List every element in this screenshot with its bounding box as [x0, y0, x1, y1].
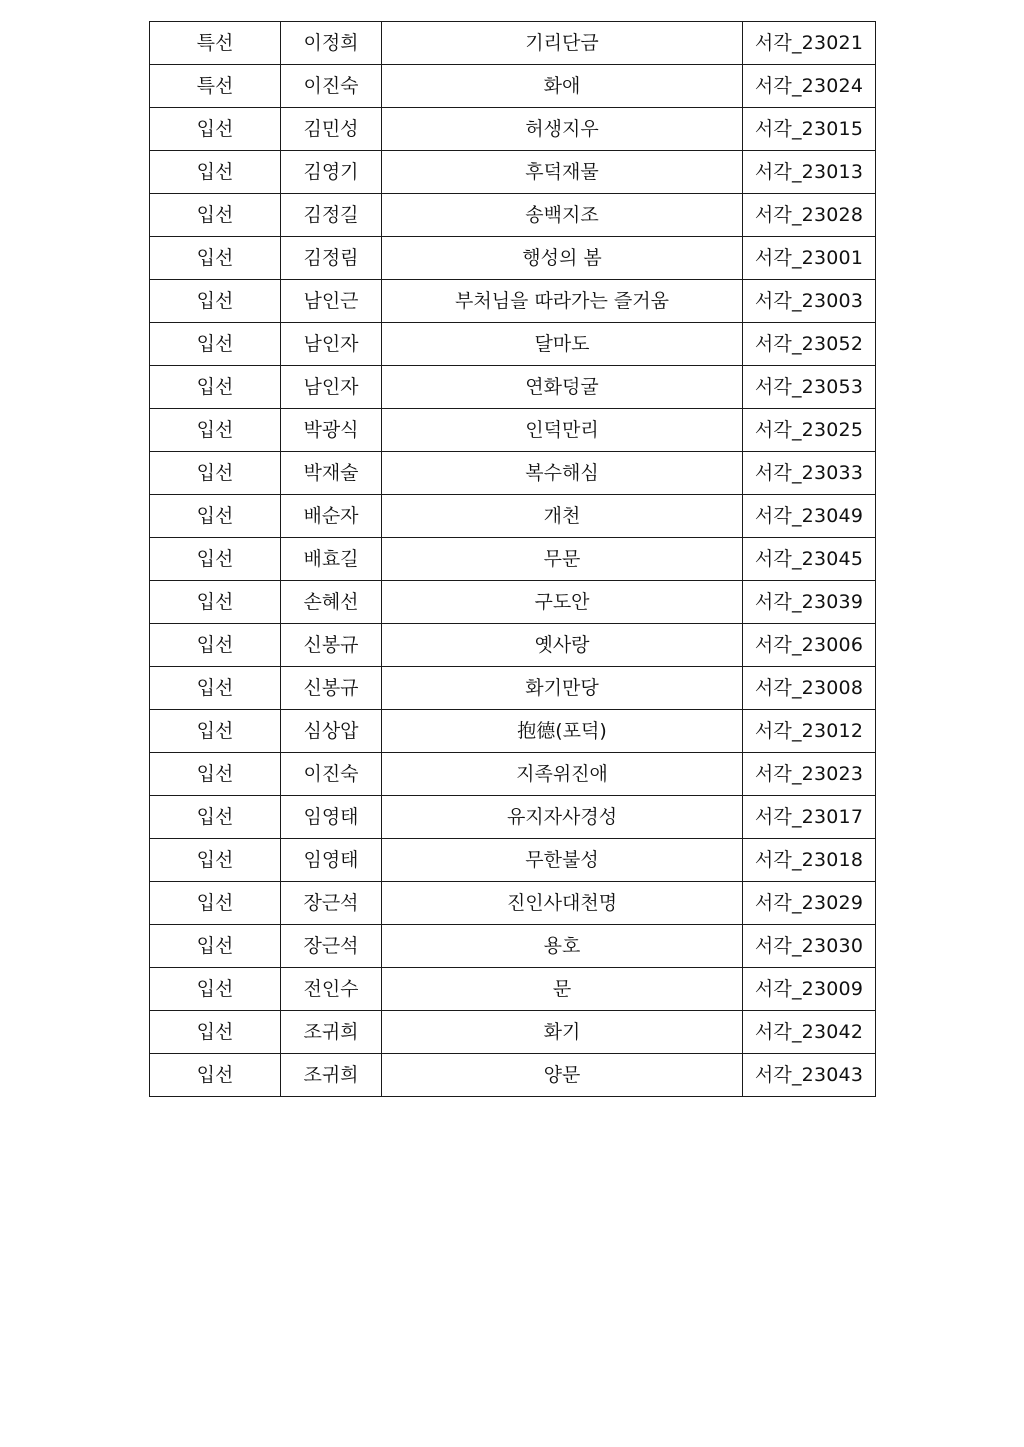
entry-id-cell: 서각_23012 [743, 710, 876, 753]
award-cell: 입선 [150, 667, 281, 710]
work-title-cell: 抱德(포덕) [382, 710, 743, 753]
entry-id-cell: 서각_23029 [743, 882, 876, 925]
table-row [150, 796, 876, 839]
table-row [150, 710, 876, 753]
work-title-cell: 인덕만리 [382, 409, 743, 452]
entry-id-cell: 서각_23008 [743, 667, 876, 710]
work-title-cell: 기리단금 [382, 22, 743, 65]
entry-id-cell: 서각_23021 [743, 22, 876, 65]
table-row [150, 280, 876, 323]
work-title-cell: 복수해심 [382, 452, 743, 495]
artist-name-cell: 김정림 [281, 237, 382, 280]
artist-name-cell: 배순자 [281, 495, 382, 538]
award-cell: 입선 [150, 624, 281, 667]
entry-id-cell: 서각_23042 [743, 1011, 876, 1054]
award-cell: 입선 [150, 581, 281, 624]
award-cell: 입선 [150, 796, 281, 839]
table-row [150, 667, 876, 710]
table-row [150, 237, 876, 280]
award-cell: 입선 [150, 1011, 281, 1054]
entry-id-cell: 서각_23023 [743, 753, 876, 796]
award-cell: 입선 [150, 409, 281, 452]
work-title-cell: 용호 [382, 925, 743, 968]
entry-id-cell: 서각_23001 [743, 237, 876, 280]
artist-name-cell: 배효길 [281, 538, 382, 581]
artist-name-cell: 조귀희 [281, 1054, 382, 1097]
work-title-cell: 유지자사경성 [382, 796, 743, 839]
entry-id-cell: 서각_23045 [743, 538, 876, 581]
work-title-cell: 달마도 [382, 323, 743, 366]
table-row [150, 882, 876, 925]
award-cell: 입선 [150, 366, 281, 409]
table-row [150, 495, 876, 538]
award-cell: 입선 [150, 452, 281, 495]
artist-name-cell: 박재술 [281, 452, 382, 495]
award-cell: 입선 [150, 710, 281, 753]
work-title-cell: 후덕재물 [382, 151, 743, 194]
entry-id-cell: 서각_23043 [743, 1054, 876, 1097]
table-row [150, 753, 876, 796]
work-title-cell: 옛사랑 [382, 624, 743, 667]
award-cell: 특선 [150, 22, 281, 65]
work-title-cell: 화기만당 [382, 667, 743, 710]
award-cell: 입선 [150, 151, 281, 194]
artist-name-cell: 남인자 [281, 366, 382, 409]
table-row [150, 151, 876, 194]
table-row [150, 968, 876, 1011]
artist-name-cell: 이정희 [281, 22, 382, 65]
award-cell: 입선 [150, 839, 281, 882]
entry-id-cell: 서각_23024 [743, 65, 876, 108]
award-cell: 입선 [150, 108, 281, 151]
award-cell: 입선 [150, 925, 281, 968]
artist-name-cell: 장근석 [281, 925, 382, 968]
artist-name-cell: 임영태 [281, 839, 382, 882]
table-row [150, 538, 876, 581]
artist-name-cell: 신봉규 [281, 667, 382, 710]
award-cell: 입선 [150, 538, 281, 581]
entry-id-cell: 서각_23017 [743, 796, 876, 839]
award-cell: 입선 [150, 968, 281, 1011]
table-row [150, 65, 876, 108]
artist-name-cell: 임영태 [281, 796, 382, 839]
entry-id-cell: 서각_23009 [743, 968, 876, 1011]
artist-name-cell: 신봉규 [281, 624, 382, 667]
artist-name-cell: 김영기 [281, 151, 382, 194]
artist-name-cell: 박광식 [281, 409, 382, 452]
entry-id-cell: 서각_23006 [743, 624, 876, 667]
table-row [150, 581, 876, 624]
artist-name-cell: 장근석 [281, 882, 382, 925]
work-title-cell: 지족위진애 [382, 753, 743, 796]
entry-id-cell: 서각_23028 [743, 194, 876, 237]
table-row [150, 108, 876, 151]
artist-name-cell: 김정길 [281, 194, 382, 237]
artist-name-cell: 전인수 [281, 968, 382, 1011]
award-cell: 특선 [150, 65, 281, 108]
artist-name-cell: 김민성 [281, 108, 382, 151]
table-row [150, 839, 876, 882]
award-cell: 입선 [150, 237, 281, 280]
table-body [150, 22, 876, 1097]
artist-name-cell: 손혜선 [281, 581, 382, 624]
work-title-cell: 허생지우 [382, 108, 743, 151]
work-title-cell: 행성의 봄 [382, 237, 743, 280]
work-title-cell: 무문 [382, 538, 743, 581]
artist-name-cell: 조귀희 [281, 1011, 382, 1054]
entry-id-cell: 서각_23052 [743, 323, 876, 366]
entry-id-cell: 서각_23025 [743, 409, 876, 452]
table-row [150, 1054, 876, 1097]
table-row [150, 323, 876, 366]
award-cell: 입선 [150, 753, 281, 796]
table-row [150, 925, 876, 968]
work-title-cell: 연화덩굴 [382, 366, 743, 409]
artist-name-cell: 심상압 [281, 710, 382, 753]
table-row [150, 624, 876, 667]
award-cell: 입선 [150, 882, 281, 925]
table-row [150, 409, 876, 452]
entry-id-cell: 서각_23030 [743, 925, 876, 968]
entry-id-cell: 서각_23013 [743, 151, 876, 194]
table-row [150, 194, 876, 237]
work-title-cell: 진인사대천명 [382, 882, 743, 925]
award-cell: 입선 [150, 280, 281, 323]
table-row [150, 366, 876, 409]
award-cell: 입선 [150, 194, 281, 237]
artist-name-cell: 이진숙 [281, 753, 382, 796]
award-cell: 입선 [150, 323, 281, 366]
entry-id-cell: 서각_23053 [743, 366, 876, 409]
work-title-cell: 문 [382, 968, 743, 1011]
entry-id-cell: 서각_23039 [743, 581, 876, 624]
artist-name-cell: 남인근 [281, 280, 382, 323]
table-row [150, 452, 876, 495]
award-cell: 입선 [150, 1054, 281, 1097]
work-title-cell: 무한불성 [382, 839, 743, 882]
award-cell: 입선 [150, 495, 281, 538]
artist-name-cell: 남인자 [281, 323, 382, 366]
artist-name-cell: 이진숙 [281, 65, 382, 108]
entry-id-cell: 서각_23003 [743, 280, 876, 323]
work-title-cell: 개천 [382, 495, 743, 538]
entry-id-cell: 서각_23033 [743, 452, 876, 495]
work-title-cell: 부처님을 따라가는 즐거움 [382, 280, 743, 323]
award-results-table [149, 21, 876, 1097]
work-title-cell: 구도안 [382, 581, 743, 624]
entry-id-cell: 서각_23015 [743, 108, 876, 151]
entry-id-cell: 서각_23049 [743, 495, 876, 538]
work-title-cell: 화애 [382, 65, 743, 108]
work-title-cell: 화기 [382, 1011, 743, 1054]
table-row [150, 1011, 876, 1054]
work-title-cell: 송백지조 [382, 194, 743, 237]
work-title-cell: 양문 [382, 1054, 743, 1097]
entry-id-cell: 서각_23018 [743, 839, 876, 882]
table-row [150, 22, 876, 65]
